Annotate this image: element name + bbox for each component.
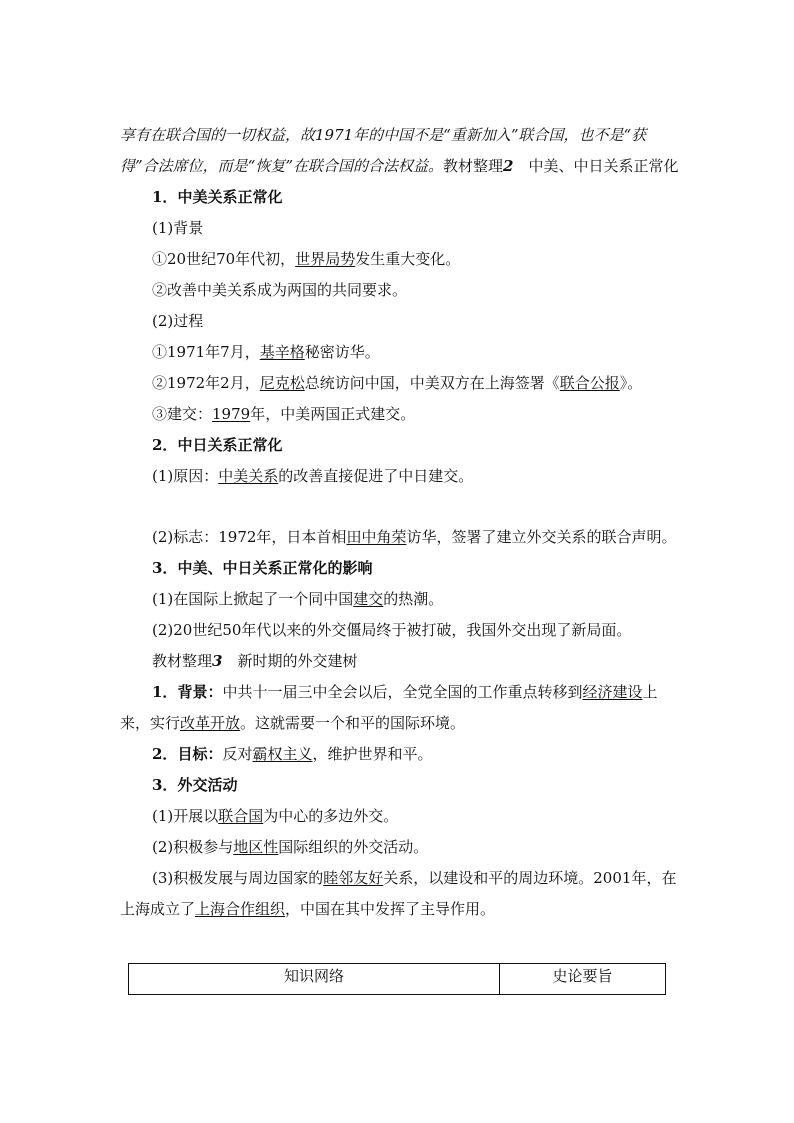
blank-answer: 建交 xyxy=(353,590,384,608)
table-header-key-points: 史论要旨 xyxy=(499,964,665,995)
goal-paragraph: 2．目标：反对霸权主义，维护世界和平。 xyxy=(152,745,433,763)
knowledge-table xyxy=(128,963,666,995)
intro-text: 享有在联合国的一切权益，故1971年的中国不是“重新加入”联合国，也不是“获得”合法席位，而是“恢复”在联合国的合法权益。 xyxy=(120,126,647,175)
blank-answer: 经济建设 xyxy=(582,683,643,701)
marker-item: (2)标志：1972年，日本首相田中角荣访华，签署了建立外交关系的联合声明。 xyxy=(152,528,677,546)
process-item-3: ③建交：1979年，中美两国正式建交。 xyxy=(152,405,416,423)
background-item-1: ①20世纪70年代初，世界局势发生重大变化。 xyxy=(152,250,461,268)
blank-answer: 霸权主义 xyxy=(252,745,313,763)
blank-answer: 上海合作组织 xyxy=(195,900,286,918)
table-header-knowledge-network: 知识网络 xyxy=(129,964,500,995)
section-heading: 教材整理3 新时期的外交建树 xyxy=(152,652,358,670)
blank-answer: 联合国 xyxy=(218,807,264,825)
process-label: (2)过程 xyxy=(152,312,204,330)
background-item-2: ②改善中美关系成为两国的共同要求。 xyxy=(152,281,408,299)
impact-item-2: (2)20世纪50年代以来的外交僵局终于被打破，我国外交出现了新局面。 xyxy=(152,621,632,639)
process-item-2: ②1972年2月，尼克松总统访问中国，中美双方在上海签署《联合公报》。 xyxy=(152,374,643,392)
spacer xyxy=(120,492,680,522)
blank-answer: 1979 xyxy=(212,405,251,423)
intro-paragraph xyxy=(120,120,680,182)
blank-answer: 睦邻友好 xyxy=(323,869,384,887)
subsection-title: 3．中美、中日关系正常化的影响 xyxy=(152,559,373,577)
blank-answer: 联合公报 xyxy=(559,374,620,392)
section-heading-prefix: 教材整理 xyxy=(443,157,504,175)
table-row xyxy=(129,964,666,995)
blank-answer: 改革开放 xyxy=(180,714,241,732)
process-item-1: ①1971年7月，基辛格秘密访华。 xyxy=(152,343,380,361)
activity-item-1: (1)开展以联合国为中心的多边外交。 xyxy=(152,807,399,825)
section-heading-title: 中美、中日关系正常化 xyxy=(528,157,679,175)
blank-answer: 世界局势 xyxy=(295,250,356,268)
section-heading-number: 2 xyxy=(503,157,514,175)
subsection-title: 1．中美关系正常化 xyxy=(152,188,283,206)
activity-item-2: (2)积极参与地区性国际组织的外交活动。 xyxy=(152,838,429,856)
background-label: (1)背景 xyxy=(152,219,204,237)
document-body xyxy=(120,120,680,925)
blank-answer: 田中角荣 xyxy=(346,528,407,546)
subsection-title: 3．外交活动 xyxy=(152,776,238,794)
blank-answer: 尼克松 xyxy=(259,374,305,392)
background-paragraph: 1．背景：中共十一届三中全会以后，全党全国的工作重点转移到经济建设上来，实行改革开放。这就需要一个和平的国际环境。 xyxy=(120,683,658,732)
blank-answer: 基辛格 xyxy=(259,343,305,361)
reason-item: (1)原因：中美关系的改善直接促进了中日建交。 xyxy=(152,467,474,485)
blank-answer: 地区性 xyxy=(233,838,279,856)
activity-item-3: (3)积极发展与周边国家的睦邻友好关系，以建设和平的周边环境。2001年，在上海成立了上海合作组织，中国在其中发挥了主导作用。 xyxy=(120,869,677,918)
impact-item-1: (1)在国际上掀起了一个同中国建交的热潮。 xyxy=(152,590,444,608)
subsection-title: 2．中日关系正常化 xyxy=(152,436,283,454)
blank-answer: 中美关系 xyxy=(218,467,279,485)
